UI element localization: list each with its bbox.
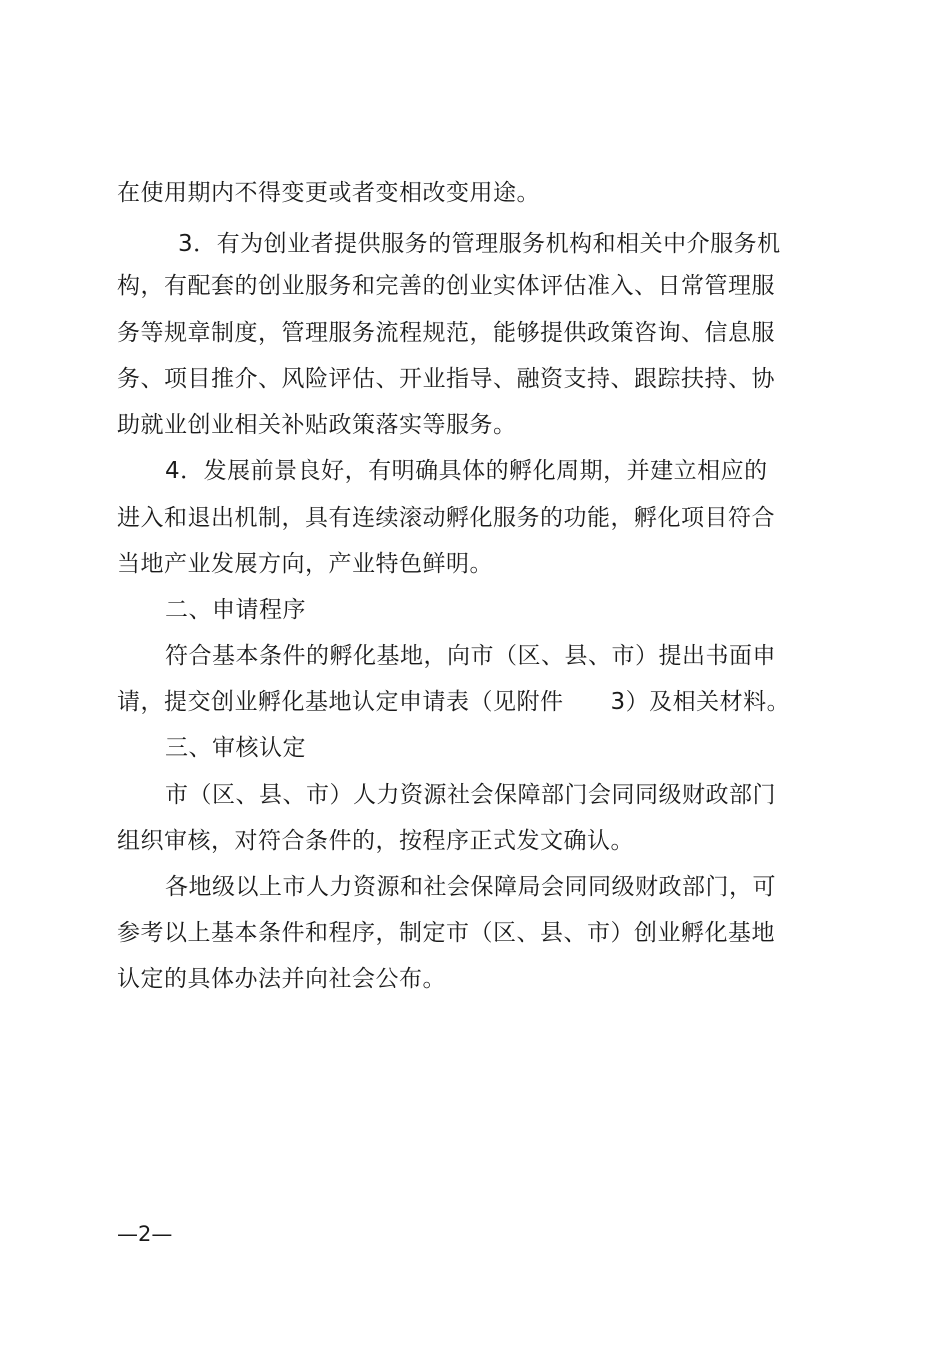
text-line-7: 4．发展前景良好，有明确具体的孵化周期，并建立相应的 xyxy=(165,458,768,484)
text-line-14: 市（区、县、市）人力资源社会保障部门会同同级财政部门 xyxy=(165,782,776,808)
text-line-17: 参考以上基本条件和程序，制定市（区、县、市）创业孵化基地 xyxy=(117,920,775,946)
section-heading-application: 二、申请程序 xyxy=(165,597,306,623)
text-line-4: 务等规章制度，管理服务流程规范，能够提供政策咨询、信息服 xyxy=(117,320,775,346)
text-line-8: 进入和退出机制，具有连续滚动孵化服务的功能，孵化项目符合 xyxy=(117,505,775,531)
page-number: —2— xyxy=(117,1222,173,1246)
text-line-3: 构，有配套的创业服务和完善的创业实体评估准入、日常管理服 xyxy=(117,273,775,299)
text-line-6: 助就业创业相关补贴政策落实等服务。 xyxy=(117,412,517,438)
text-line-12: 请，提交创业孵化基地认定申请表（见附件 3）及相关材料。 xyxy=(117,689,791,715)
text-line-16: 各地级以上市人力资源和社会保障局会同同级财政部门，可 xyxy=(165,874,776,900)
text-line-9: 当地产业发展方向，产业特色鲜明。 xyxy=(117,551,493,577)
section-heading-review: 三、审核认定 xyxy=(165,735,306,761)
text-line-1: 在使用期内不得变更或者变相改变用途。 xyxy=(117,180,540,206)
text-line-5: 务、项目推介、风险评估、开业指导、融资支持、跟踪扶持、协 xyxy=(117,366,775,392)
text-line-11: 符合基本条件的孵化基地，向市（区、县、市）提出书面申 xyxy=(165,643,776,669)
text-line-18: 认定的具体办法并向社会公布。 xyxy=(117,966,446,992)
text-line-15: 组织审核，对符合条件的，按程序正式发文确认。 xyxy=(117,828,634,854)
text-line-2: 3．有为创业者提供服务的管理服务机构和相关中介服务机 xyxy=(178,231,781,257)
